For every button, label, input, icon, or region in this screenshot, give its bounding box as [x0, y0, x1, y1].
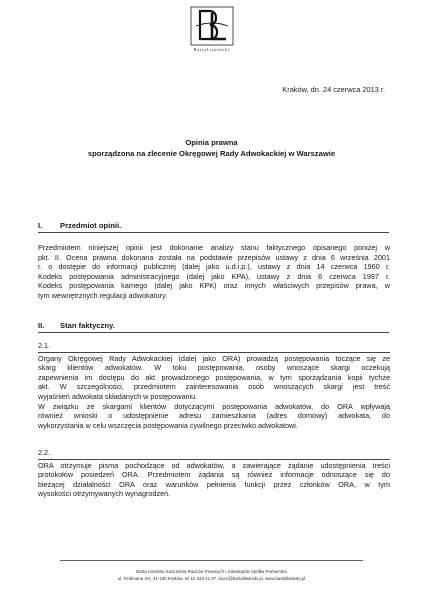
paragraph-line: wykorzystania w celu wszczęcia postępowania cywilnego przeciwko adwokatowi. — [38, 420, 298, 430]
paragraph-line: pkt. II. Ocena prawna dokonana została na podstawie przepisów ustawy z dnia 6 września 2001 — [38, 252, 390, 262]
footer-divider — [60, 560, 363, 561]
footer-contact: ul. Feldmana 4/4, 31-130 Kraków, tel 12 633 41 07, biuro@bartalitwinski.pl, www.bartalitwinski.pl — [117, 576, 306, 581]
paragraph-line: tym wewnętrznych regulacji adwokatury. — [38, 290, 168, 300]
paragraph-line: Kodeks postępowania administracyjnego (dalej jako KPA), ustawy z dnia 6 czerwca 1997 r. — [38, 271, 390, 281]
paragraph-line: Kodeks postępowania karnego (dalej jako KPK) oraz innych właściwych przepisów prawa, w — [38, 281, 390, 291]
subsection-divider — [38, 352, 390, 353]
logo-caption: BartaLitwiński — [193, 47, 230, 52]
section-1-heading — [38, 221, 389, 233]
title-line-1: Opinia prawna — [185, 138, 238, 147]
bl-monogram-logo — [190, 6, 234, 46]
paragraph-line: również wnioski o udostępnienie adresu zamieszkania (adres domowy) adwokata, do — [38, 411, 390, 421]
document-title — [0, 137, 423, 159]
page-footer — [0, 568, 423, 582]
title-line-2: sporządzona na zlecenie Okręgowej Rady Adwokackiej w Warszawie — [87, 149, 336, 158]
paragraph-line: Organy Okręgowej Rady Adwokackiej (dalej jako ORA) prowadzą postępowania toczące się ze — [38, 353, 390, 363]
paragraph-line: zapewnienia im dostępu do akt prowadzonego postępowania, w tym sporządzania kopii tychże — [38, 372, 390, 382]
paragraph-line: wysokości otrzymywanych wynagrodzeń. — [38, 489, 171, 499]
paragraph-line: W związku ze skargami klientów dotyczącymi postępowania adwokatów, do ORA wpływają — [38, 401, 390, 411]
subsection-2-2 — [38, 448, 390, 499]
subsection-2-1-number: 2.1. — [38, 341, 51, 350]
section-1-paragraph — [38, 243, 390, 301]
document-date: Kraków, dn. 24 czerwca 2013 r. — [282, 85, 385, 94]
paragraph-line: ORA otrzymuje pisma pochodzące od adwokatów, a zawierające żądanie udostępnienia treści — [38, 460, 390, 470]
paragraph-line: bieżącej działalności ORA oraz warunków pełnienia funkcji przez członków ORA, w tym — [38, 479, 390, 489]
paragraph-line: akt. W szczególności, przedmiotem zainteresowania osób wnoszących skargi jest treść — [38, 382, 390, 392]
paragraph-line: Przedmiotem niniejszej opinii jest dokonanie analizy stanu faktycznego opisanego poniżej w — [38, 243, 390, 252]
section-2-number: II. — [38, 321, 45, 330]
subsection-2-1 — [38, 341, 390, 430]
company-logo — [0, 6, 423, 52]
paragraph-line: r. o dostępie do informacji publicznej (dalej jako u.d.i.p.), ustawy z dnia 14 czerwca 1960 r. — [38, 262, 390, 272]
subsection-divider — [38, 459, 390, 460]
paragraph-line: protokołów posiedzeń ORA. Przedmiotem żądania są również informacje odnoszące się do — [38, 470, 390, 480]
footer-company-name: Barta Litwiński Kancelaria Radców Prawnych i Adwokatów Spółka Partnerska — [136, 569, 287, 574]
section-2-title: Stan faktyczny. — [60, 321, 115, 330]
section-1-title: Przedmiot opinii. — [60, 221, 122, 230]
section-2-heading — [38, 321, 389, 333]
paragraph-line: skarg klientów adwokatów. W toku postępowania, osoby wnoszące skargi oczekują — [38, 363, 390, 373]
paragraph-line: wyjaśnień adwokata składanych w postępowaniu. — [38, 391, 198, 401]
subsection-2-2-number: 2.2. — [38, 448, 51, 457]
section-1-number: I. — [38, 221, 43, 230]
